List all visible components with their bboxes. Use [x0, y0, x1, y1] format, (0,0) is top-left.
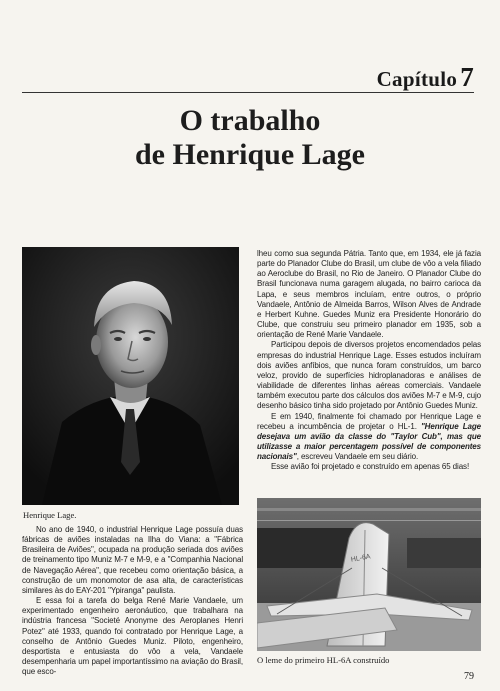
chapter-number: 7 — [460, 62, 474, 92]
right-paragraph-3 — [257, 412, 481, 463]
title-line-2: de Henrique Lage — [135, 138, 365, 171]
portrait-caption: Henrique Lage. — [23, 510, 77, 520]
header-rule — [22, 92, 474, 93]
tail-marking: HL-6A — [350, 553, 372, 564]
right-column-text — [257, 249, 481, 472]
left-paragraph-2: E essa foi a tarefa do belga René Marie Vandaele, um experimentado engenheiro aeronáutico, que trabalhara na indústria francesa "Societé Anonyme des Aeroplanes Henri Potez" até 1933, quando foi contratado por Henrique Lage, a conselho de Antônio Guedes Muniz. Piloto, engenheiro, desportista e entusiasta do vôo a vela, Vandaele desempenharia um papel importantíssimo na aviação do Brasil, que esco- — [22, 596, 243, 677]
chapter-label: Capítulo — [376, 67, 458, 91]
right-paragraph-3-start: E em 1940, finalmente foi chamado por Henrique Lage e recebeu a incumbência de projetar o HL-1. — [257, 411, 481, 431]
title-line-1: O trabalho — [179, 104, 321, 137]
right-paragraph-4: Esse avião foi projetado e construído em apenas 65 dias! — [271, 462, 470, 472]
right-paragraph-2: Participou depois de diversos projetos encomendados pelas empresas do industrial Henrique Lage. Esses estudos incluíram dois aviões anfíbios, que nunca foram construídos, um barco veloz, provido de superfícies hidroplanadoras e análises de viabilidade de diferentes linhas aéreas comerciais. Vandaele também executou parte dos cálculos dos aviões M-7 e M-9, cujo desenho básico tinha sido projetado por Antônio Guedes Muniz. — [257, 340, 481, 411]
airplane-tail-photo — [257, 498, 481, 651]
page-title — [0, 104, 500, 172]
chapter-heading — [377, 62, 474, 93]
left-column-text — [22, 525, 243, 677]
diary-quote: "Henrique Lage desejava um avião da classe do "Taylor Cub", mas que utilizasse a maior percentagem possível de componentes nacionais" — [257, 421, 481, 462]
page-number: 79 — [464, 671, 474, 682]
right-paragraph-3-end: , escreveu Vandaele em seu diário. — [296, 452, 419, 462]
left-paragraph-1: No ano de 1940, o industrial Henrique Lage possuía duas fábricas de aviões instaladas na Ilha do Viana: a "Fábrica Brasileira de Aviões", ocupada na produção seriada dos aviões de treinamento tipo Muniz M-7 e M-9, e a "Companhia Nacional de Navegação Aérea", que recebeu como orientação básica, a construção de um monomotor de asa alta, de características similares às do EAY-201 "Ypiranga" paulista. — [22, 525, 243, 595]
right-paragraph-1: lheu como sua segunda Pátria. Tanto que, em 1934, ele já fazia parte do Planador Clube do Brasil, um clube de vôo a vela filiado ao Aeroclube do Brasil, no Rio de Janeiro. O Planador Clube do Brasil funcionava numa garagem alugada, no bairro carioca da Lapa, e seus membros incluíam, entre outros, o próprio Vandaele, Antônio de Almeida Barros, Wilson Alves de Andrade e Herbert Kuhne. Guedes Muniz era Presidente Honorário do Clube, que construiu seu primeiro planador em 1935, sob a orientação de René Marie Vandaele. — [257, 249, 481, 340]
portrait-photo — [22, 247, 239, 505]
airplane-caption: O leme do primeiro HL-6A construído — [257, 655, 390, 665]
